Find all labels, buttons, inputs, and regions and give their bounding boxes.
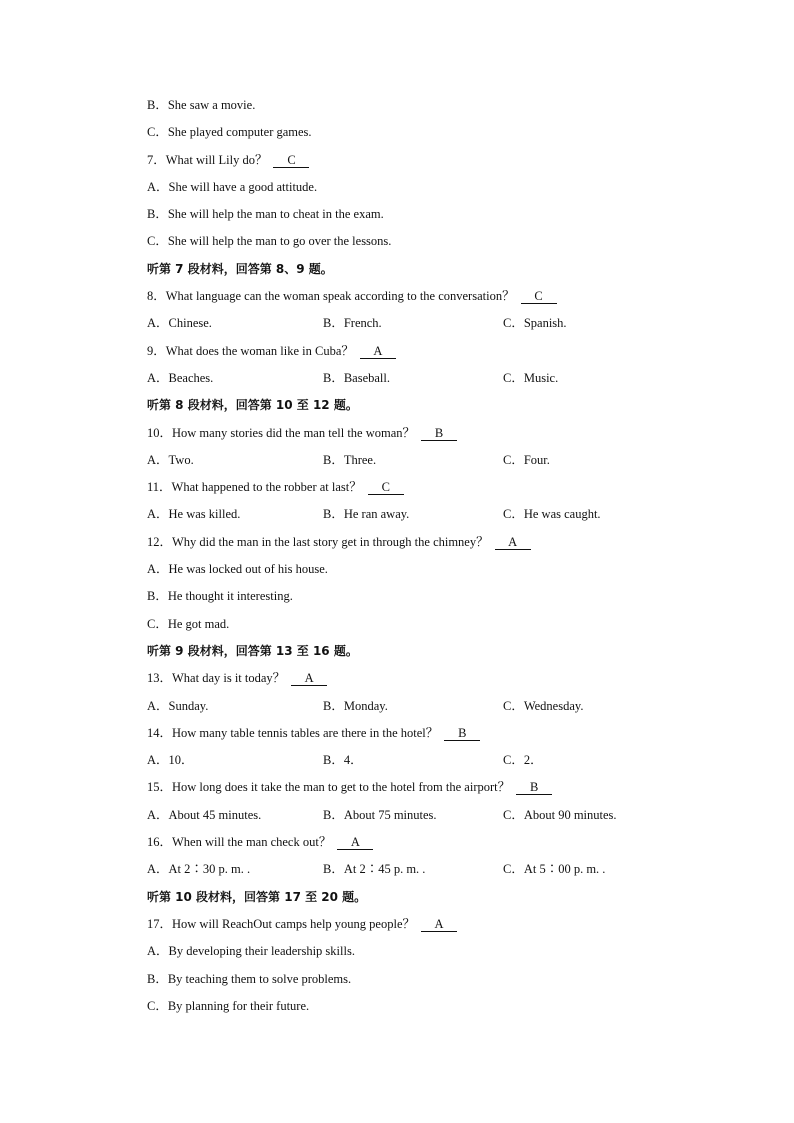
question-text: 7．What will Lily do？ [147,152,268,167]
question-text: 8．What language can the woman speak according to the conversation？ [147,289,515,304]
option-a: A．10． [147,753,194,768]
option-line: C．She will help the man to go over the lessons. [147,234,392,249]
answer-blank: C [368,481,404,495]
option-line: A．By developing their leadership skills. [147,944,355,959]
option-line: B．She saw a movie. [147,98,256,112]
option-a: A．Two. [147,452,194,467]
section-heading: 听第 9 段材料，回答第 13 至 16 题。 [147,643,358,658]
option-c: C．He was caught. [503,507,601,522]
option-line: B．She will help the man to cheat in the exam. [147,207,384,222]
section-heading: 听第 7 段材料，回答第 8、9 题。 [147,261,333,276]
option-a: A．Sunday. [147,698,209,713]
question-line [147,474,707,501]
question-text: 9．What does the woman like in Cuba？ [147,343,354,358]
option-c: C．At 5∶00 p. m. . [503,862,606,877]
question-text: 17．How will ReachOut camps help young people？ [147,916,416,931]
option-a: A．About 45 minutes. [147,807,262,822]
question-line [147,774,707,801]
option-line: B．By teaching them to solve problems. [147,971,352,986]
question-line [147,338,707,365]
answer-blank: A [495,536,531,550]
question-text: 13．What day is it today？ [147,671,286,686]
option-line: C．By planning for their future. [147,998,310,1013]
option-a: A．At 2∶30 p. m. . [147,862,251,877]
option-b: B．He ran away. [323,507,410,522]
option-c: C．Wednesday. [503,698,584,713]
options-row [147,501,707,528]
option-line: C．She played computer games. [147,125,312,140]
options-row [147,365,707,392]
answer-blank: C [521,290,557,304]
option-a: A．Chinese. [147,316,212,331]
question-text: 16．When will the man check out？ [147,835,332,850]
question-line [147,665,707,692]
answer-blank: B [444,727,480,741]
option-line: A．He was locked out of his house. [147,562,328,577]
answer-blank: A [291,672,327,686]
options-row [147,747,707,774]
question-line [147,529,707,556]
options-row [147,856,707,883]
option-c: C．2． [503,753,543,768]
option-c: C．About 90 minutes. [503,807,617,822]
options-row [147,693,707,720]
question-line [147,420,707,447]
question-list [147,92,707,1020]
options-row [147,447,707,474]
option-a: A．He was killed. [147,507,241,522]
option-line: B．He thought it interesting. [147,589,293,604]
question-line [147,829,707,856]
answer-blank: A [421,918,457,932]
question-text: 15．How long does it take the man to get to the hotel from the airport？ [147,780,511,795]
option-b: B．Monday. [323,698,388,713]
option-b: B．French. [323,316,382,331]
question-text: 11．What happened to the robber at last？ [147,480,362,495]
question-line [147,720,707,747]
option-c: C．Four. [503,452,550,467]
option-b: B．At 2∶45 p. m. . [323,862,426,877]
option-line: A．She will have a good attitude. [147,179,318,194]
question-text: 14．How many table tennis tables are there in the hotel？ [147,725,439,740]
section-heading: 听第 10 段材料，回答第 17 至 20 题。 [147,889,367,904]
option-c: C．Music. [503,370,559,385]
question-line [147,283,707,310]
section-heading: 听第 8 段材料，回答第 10 至 12 题。 [147,398,358,413]
answer-blank: C [273,154,309,168]
option-b: B．About 75 minutes. [323,807,437,822]
answer-blank: A [337,836,373,850]
option-b: B．Three. [323,452,377,467]
option-b: B．Baseball. [323,370,391,385]
answer-blank: A [360,345,396,359]
option-line: C．He got mad. [147,616,230,631]
option-c: C．Spanish. [503,316,567,331]
option-b: B．4． [323,753,363,768]
question-line [147,911,707,938]
answer-blank: B [421,427,457,441]
question-line [147,147,707,174]
options-row [147,802,707,829]
question-text: 10．How many stories did the man tell the woman？ [147,425,416,440]
question-text: 12．Why did the man in the last story get in through the chimney？ [147,534,489,549]
option-a: A．Beaches. [147,370,214,385]
answer-blank: B [516,781,552,795]
options-row [147,310,707,337]
